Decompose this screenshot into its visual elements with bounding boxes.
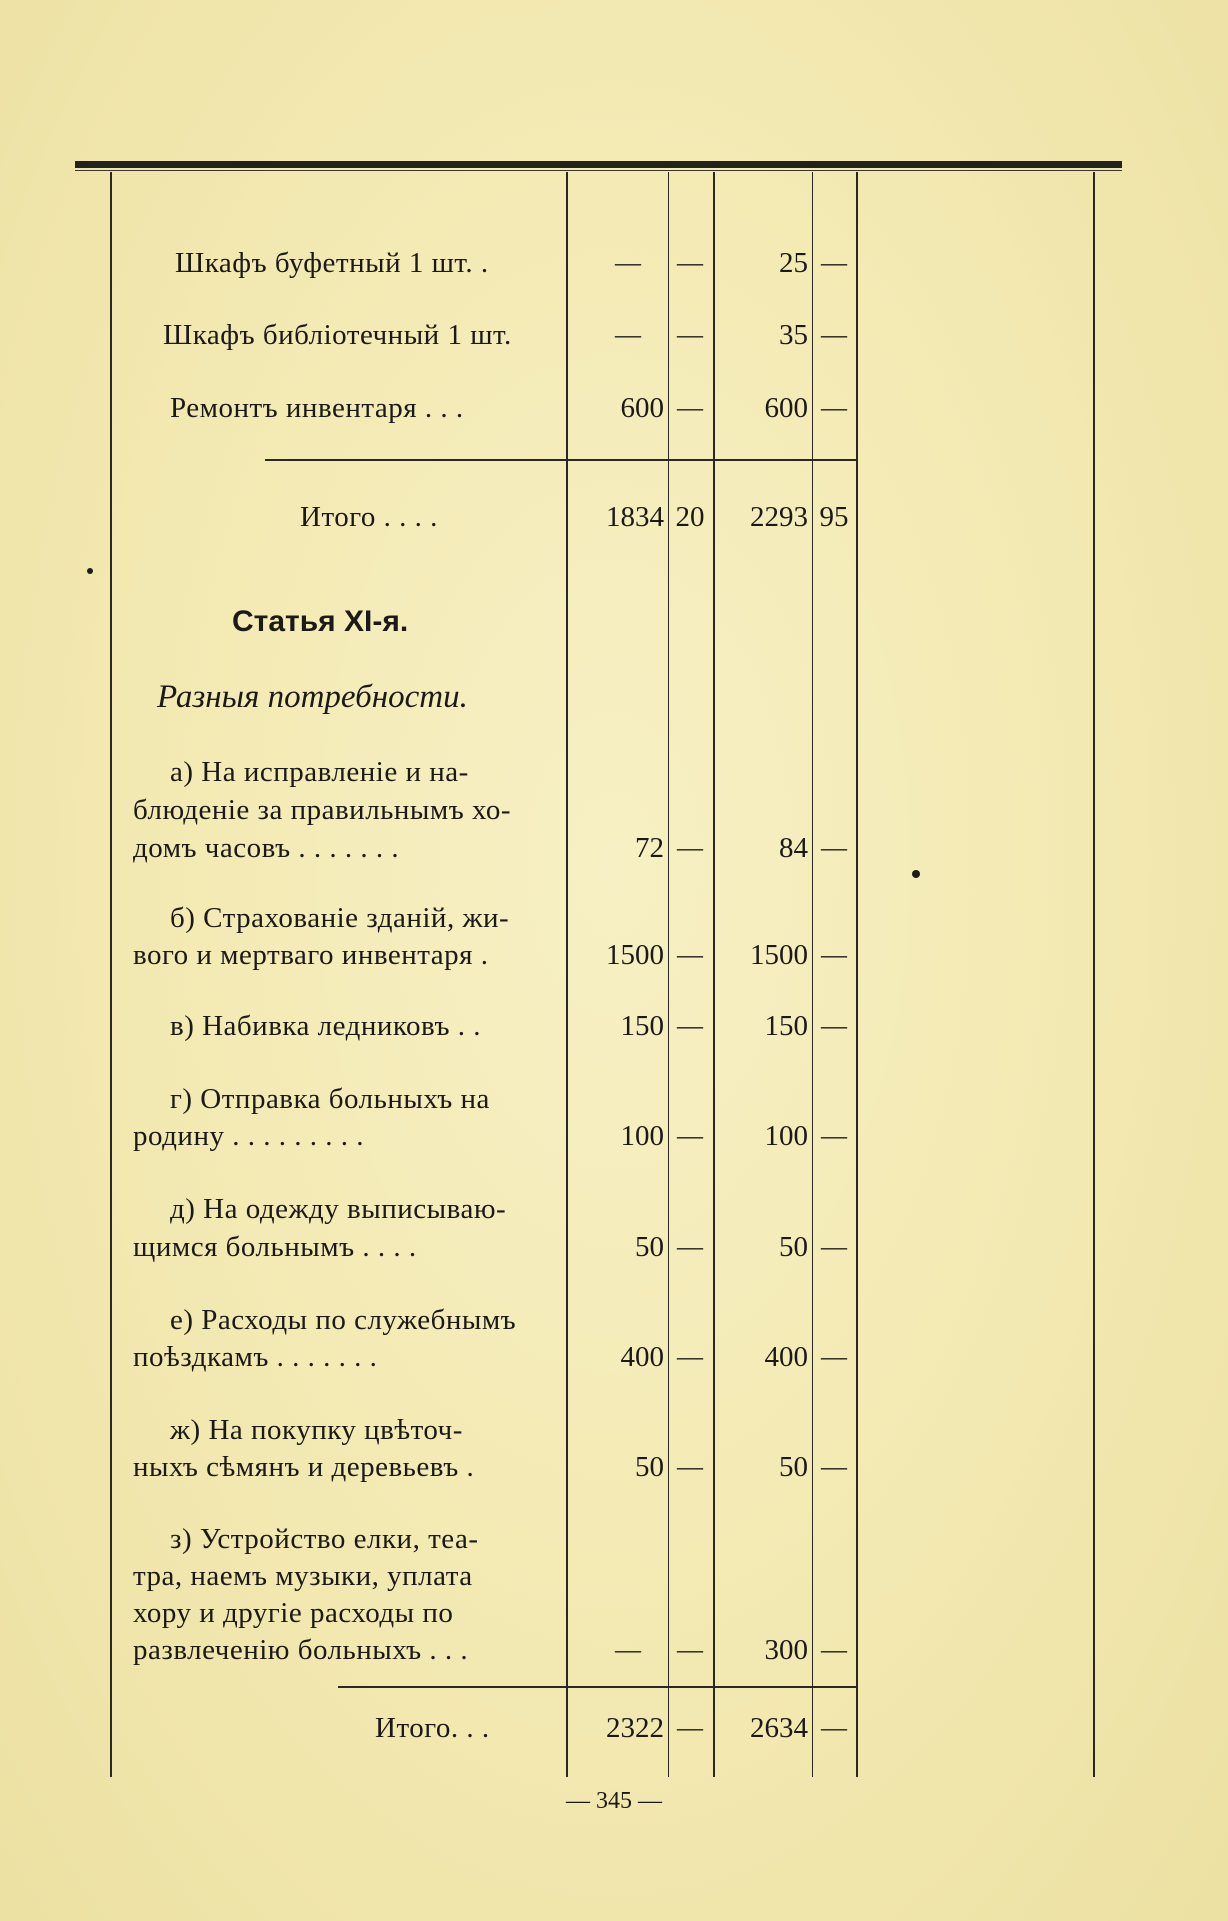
b-kop-value: — xyxy=(821,1635,847,1664)
item-line: б) Страхованiе зданiй, жи- xyxy=(170,902,510,934)
a-rub-value: 600 xyxy=(620,392,664,424)
item-line: хору и другiе расходы по xyxy=(133,1597,454,1629)
top-thin-rule xyxy=(75,170,1122,171)
page-number: — 345 — xyxy=(566,1788,662,1814)
item-line: родину . . . . . . . . . xyxy=(133,1120,364,1152)
item-line: поѣздкамъ . . . . . . . xyxy=(133,1341,378,1373)
b-kop-value: — xyxy=(821,1121,847,1150)
item-line: г) Отправка больныхъ на xyxy=(170,1083,490,1115)
total-rule-2 xyxy=(338,1686,856,1688)
b-kop-value: — xyxy=(821,940,847,969)
b-rub-value: 600 xyxy=(764,392,808,424)
a-rub-value: — xyxy=(615,1635,641,1664)
a-rub-value: 100 xyxy=(620,1120,664,1152)
b-rub-total: 2293 xyxy=(750,501,808,533)
b-kop-value: — xyxy=(821,320,847,349)
item-line: з) Устройство елки, теа- xyxy=(170,1523,479,1555)
item-line: в) Набивка ледниковъ . . xyxy=(170,1010,481,1042)
b-kop-value: — xyxy=(821,1232,847,1261)
article-title: Статья XI-я. xyxy=(232,605,409,638)
b-kop-value: — xyxy=(821,393,847,422)
item-line: д) На одежду выписываю- xyxy=(170,1193,507,1225)
item-label: Шкафъ библiотечный 1 шт. xyxy=(163,319,512,351)
column-rule-b-kop xyxy=(812,172,813,1777)
a-kop-value: — xyxy=(677,1342,703,1371)
a-kop-value: — xyxy=(677,940,703,969)
column-rule-a-rub xyxy=(566,172,568,1777)
item-line: ныхъ сѣмянъ и деревьевъ . xyxy=(133,1451,475,1483)
item-line: домъ часовъ . . . . . . . xyxy=(133,832,400,864)
total-label: Итого . . . . xyxy=(300,501,438,533)
a-kop-total: — xyxy=(677,1713,703,1742)
b-rub-value: 300 xyxy=(764,1634,808,1666)
b-rub-value: 100 xyxy=(764,1120,808,1152)
a-kop-value: — xyxy=(677,1452,703,1481)
b-kop-total: 95 xyxy=(819,501,849,533)
a-rub-value: 1500 xyxy=(606,939,664,971)
b-rub-value: 150 xyxy=(764,1010,808,1042)
a-rub-value: 50 xyxy=(635,1451,664,1483)
column-rule-b-rub xyxy=(713,172,715,1777)
b-rub-value: 400 xyxy=(764,1341,808,1373)
item-line: тра, наемъ музыки, уплата xyxy=(133,1560,473,1592)
a-kop-value: — xyxy=(677,248,703,277)
b-kop-value: — xyxy=(821,1342,847,1371)
ink-speck xyxy=(87,568,93,574)
b-kop-value: — xyxy=(821,1452,847,1481)
b-rub-value: 1500 xyxy=(750,939,808,971)
column-rule-right xyxy=(856,172,858,1777)
b-kop-total: — xyxy=(821,1713,847,1742)
total-rule-1 xyxy=(265,459,856,461)
a-kop-value: — xyxy=(677,1232,703,1261)
a-rub-total: 1834 xyxy=(606,501,664,533)
item-line: щимся больнымъ . . . . xyxy=(133,1231,417,1263)
a-rub-total: 2322 xyxy=(606,1712,664,1744)
article-subtitle: Разныя потребности. xyxy=(157,679,468,715)
column-rule-left xyxy=(110,172,112,1777)
top-double-rule xyxy=(75,161,1122,168)
item-label: Ремонтъ инвентаря . . . xyxy=(170,392,464,424)
a-rub-value: 50 xyxy=(635,1231,664,1263)
a-kop-value: — xyxy=(677,320,703,349)
item-line: ж) На покупку цвѣточ- xyxy=(170,1414,463,1446)
item-line: развлеченiю больныхъ . . . xyxy=(133,1634,469,1666)
column-rule-a-kop xyxy=(668,172,669,1777)
a-kop-total: 20 xyxy=(675,501,705,533)
item-line: а) На исправленiе и на- xyxy=(170,756,469,788)
b-rub-value: 50 xyxy=(779,1451,808,1483)
item-line: е) Расходы по служебнымъ xyxy=(170,1304,517,1336)
b-kop-value: — xyxy=(821,1011,847,1040)
b-rub-total: 2634 xyxy=(750,1712,808,1744)
a-kop-value: — xyxy=(677,1121,703,1150)
b-rub-value: 35 xyxy=(779,319,808,351)
b-rub-value: 84 xyxy=(779,832,808,864)
a-rub-value: 72 xyxy=(635,832,664,864)
column-rule-page-edge xyxy=(1093,172,1095,1777)
b-kop-value: — xyxy=(821,248,847,277)
item-line: блюденiе за правильнымъ хо- xyxy=(133,794,512,826)
a-rub-value: — xyxy=(615,320,641,349)
b-kop-value: — xyxy=(821,833,847,862)
b-rub-value: 25 xyxy=(779,247,808,279)
a-kop-value: — xyxy=(677,833,703,862)
a-rub-value: — xyxy=(615,248,641,277)
item-label: Шкафъ буфетный 1 шт. . xyxy=(175,247,489,279)
a-kop-value: — xyxy=(677,1011,703,1040)
item-line: вого и мертваго инвентаря . xyxy=(133,939,489,971)
a-kop-value: — xyxy=(677,393,703,422)
a-rub-value: 400 xyxy=(620,1341,664,1373)
a-rub-value: 150 xyxy=(620,1010,664,1042)
a-kop-value: — xyxy=(677,1635,703,1664)
ink-speck xyxy=(912,870,920,878)
b-rub-value: 50 xyxy=(779,1231,808,1263)
total-label: Итого. . . xyxy=(375,1712,490,1744)
